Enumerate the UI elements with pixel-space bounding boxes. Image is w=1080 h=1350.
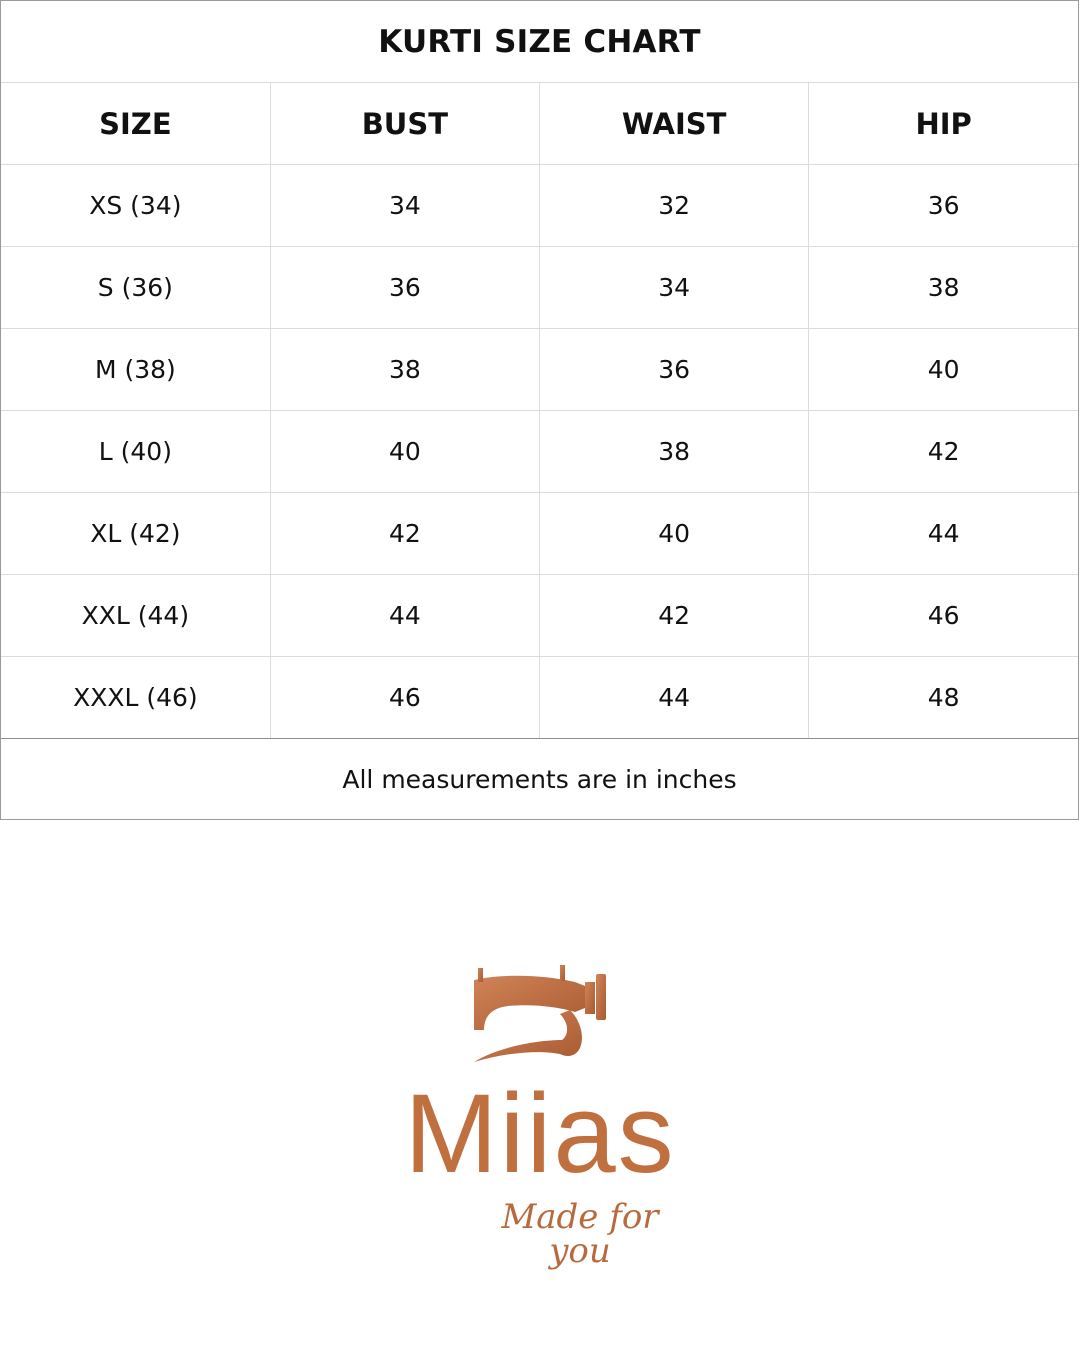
table-row [1,247,1078,329]
table-header-row [1,83,1078,165]
cell-bust: 36 [270,247,539,329]
cell-size: XS (34) [1,165,270,247]
cell-hip: 40 [809,329,1078,411]
header-bust: BUST [270,83,539,165]
cell-bust: 38 [270,329,539,411]
cell-waist: 44 [540,657,809,739]
brand-logo [380,960,700,1271]
table-row [1,657,1078,739]
cell-hip: 46 [809,575,1078,657]
cell-hip: 44 [809,493,1078,575]
cell-waist: 40 [540,493,809,575]
measurement-note: All measurements are in inches [342,764,737,794]
cell-bust: 42 [270,493,539,575]
header-waist: WAIST [540,83,809,165]
cell-hip: 36 [809,165,1078,247]
cell-size: XXL (44) [1,575,270,657]
size-table [1,83,1078,739]
cell-waist: 38 [540,411,809,493]
cell-hip: 48 [809,657,1078,739]
table-row [1,493,1078,575]
cell-hip: 38 [809,247,1078,329]
chart-title: KURTI SIZE CHART [1,1,1078,83]
cell-bust: 40 [270,411,539,493]
cell-waist: 34 [540,247,809,329]
header-hip: HIP [809,83,1078,165]
cell-waist: 42 [540,575,809,657]
table-row [1,165,1078,247]
cell-size: XL (42) [1,493,270,575]
cell-waist: 36 [540,329,809,411]
table-row [1,411,1078,493]
brand-name: Miias [404,1071,676,1196]
cell-bust: 46 [270,657,539,739]
header-size: SIZE [1,83,270,165]
cell-size: M (38) [1,329,270,411]
table-row [1,575,1078,657]
cell-bust: 34 [270,165,539,247]
cell-size: L (40) [1,411,270,493]
cell-hip: 42 [809,411,1078,493]
cell-size: XXXL (46) [1,657,270,739]
table-row [1,329,1078,411]
cell-waist: 32 [540,165,809,247]
brand-tagline: Made for you [501,1197,659,1271]
sewing-machine-icon [380,960,700,1070]
cell-bust: 44 [270,575,539,657]
cell-size: S (36) [1,247,270,329]
